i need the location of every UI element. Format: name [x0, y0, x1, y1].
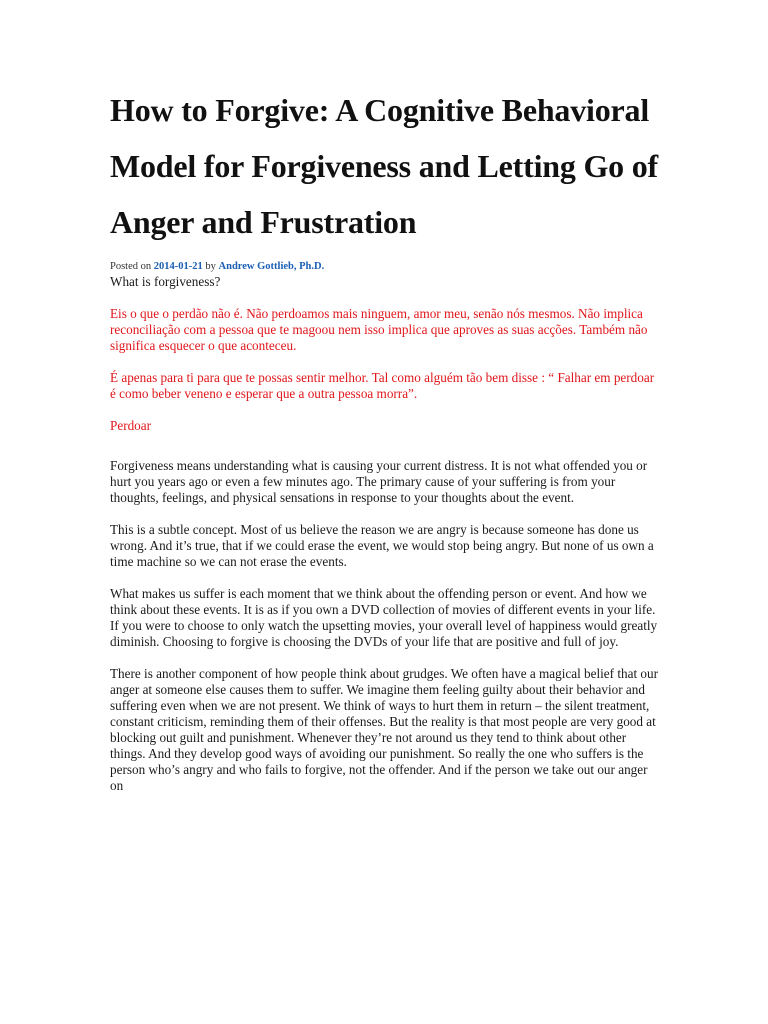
portuguese-paragraph-1: Eis o que o perdão não é. Não perdoamos mais ninguem, amor meu, senão nós mesmos. Não implica reconciliação com a pessoa que te magoou nem isso implica que aproves as suas acções. Também não significa esquecer o que aconteceu.: [110, 306, 648, 353]
body-paragraph-1: Forgiveness means understanding what is causing your current distress. It is not what offended you or hurt you years ago or even a few minutes ago. The primary cause of your suffering is from your thoughts, feelings, and physical sensations in response to your thoughts about the event.: [110, 458, 648, 505]
body-paragraph-2: This is a subtle concept. Most of us believe the reason we are angry is because someone has done us wrong. And it’s true, that if we could erase the event, we would stop being angry. But none of us own a time machine so we can not erase the events.: [110, 522, 654, 569]
post-date-link[interactable]: 2014-01-21: [153, 261, 203, 272]
question-text: What is forgiveness?: [110, 274, 221, 289]
author-link[interactable]: Andrew Gottlieb, Ph.D.: [218, 261, 325, 272]
portuguese-paragraph-2: É apenas para ti para que te possas sentir melhor. Tal como alguém tão bem disse : “ Falhar em perdoar é como beber veneno e esperar que a outra pessoa morra”.: [110, 370, 655, 401]
body-paragraph-4: There is another component of how people think about grudges. We often have a magical belief that our anger at someone else causes them to suffer. We imagine them feeling guilty about their behavior and suffering even when we are not present. We think of ways to hurt them in return – the silent treatment, constant criticism, reminding them of their offenses. But the reality is that most people are very good at blocking out guilt and punishment. Whenever they’re not around us they tend to think about other things. And they develop good ways of avoiding our punishment. So really the one who suffers is the person who’s angry and who fails to forgive, not the offender. And if the person we take out our anger on: [110, 666, 658, 793]
post-meta: [110, 260, 660, 274]
posted-on-label: Posted on: [110, 261, 152, 272]
article-title: How to Forgive: A Cognitive Behavioral Model for Forgiveness and Letting Go of Anger and Frustration: [110, 92, 659, 240]
body-paragraph-3: What makes us suffer is each moment that we think about the offending person or event. And how we think about these events. It is as if you own a DVD collection of movies of different events in your life. If you were to choose to only watch the upsetting movies, your overall level of happiness would greatly diminish. Choosing to forgive is choosing the DVDs of your life that are positive and full of joy.: [110, 586, 658, 649]
article: [110, 82, 660, 794]
portuguese-heading-perdoar: Perdoar: [110, 418, 152, 433]
by-label: by: [205, 261, 216, 272]
